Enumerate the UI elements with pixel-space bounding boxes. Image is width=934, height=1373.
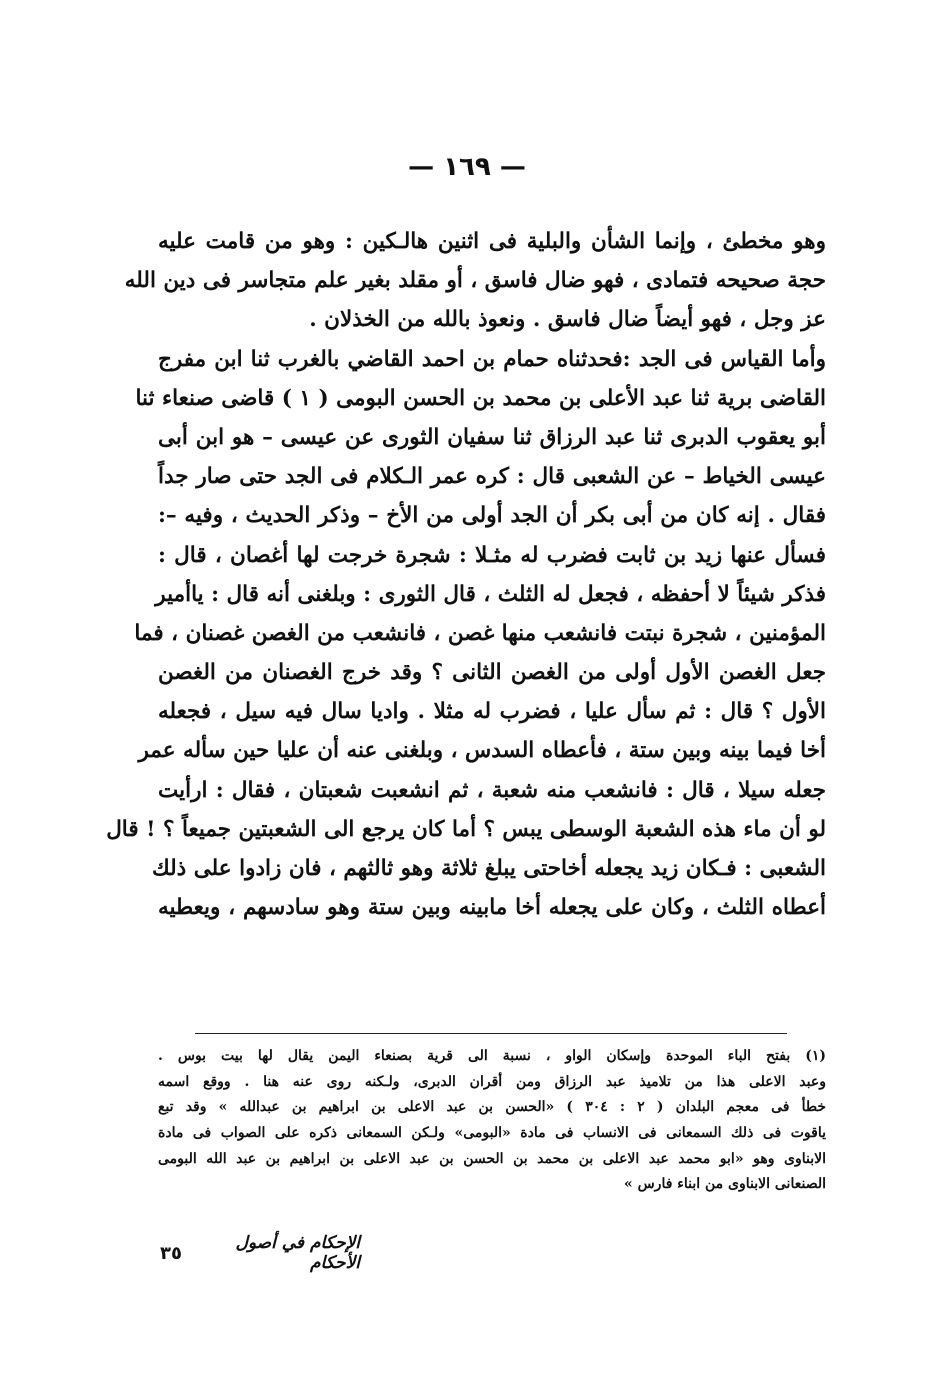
text-line: أبو يعقوب الدبرى ثنا عبد الرزاق ثنا سفيان الثورى عن عيسى – هو ابن أبى [158,424,826,450]
text-line: الشعبى : فـكان زيد يجعله أخاحتى يبلغ ثلاثة وهو ثالثهم ، فان زادوا على ذلك [152,856,826,881]
footnote-line: (١) بفتح الباء الموحدة وإسكان الواو ، نسبة الى قرية بصنعاء اليمن يقال لها بيت بوس . [158,1048,826,1064]
text-line: وهو مخطئ ، وإنما الشأن والبلية فى اثنين هالـكين : وهو من قامت عليه [158,229,826,254]
book-signature: الإحكام في أصول الأحكام [235,1233,360,1273]
text-line: الأول ؟ قال : ثم سأل عليا ، فضرب له مثلا . واديا سال فيه سيل ، فجعله [158,699,826,725]
text-line: أخا فيما بينه وبين ستة ، فأعطاه السدس ، وبلغنى عنه أن عليا حين سأله عمر [138,738,826,764]
text-line: وأما القياس فى الجد :فحدثناه حمام بن احمد القاضي بالغرب ثنا ابن مفرج [158,346,826,372]
text-line: المؤمنين ، شجرة نبتت فانشعب منها غصن ، فانشعب من الغصن غصنان ، فما [134,620,826,646]
text-line: عيسى الخياط – عن الشعبى قال : كره عمر الـكلام فى الجد حتى صار جداً [158,464,826,490]
main-body-text [106,222,826,927]
page-number: — ١٦٩ — [408,152,526,182]
footnote-line: الصنعانى الابناوى من ابناء فارس » [623,1176,826,1193]
page-footer [160,1233,360,1273]
text-line: عز وجل ، فهو أيضاً ضال فاسق . ونعوذ بالله من الخذلان . [309,307,826,333]
footnote-line: ياقوت فى ذلك السمعانى فى الانساب فى مادة «البومى» ولـكن السمعانى ذكره على الصواب فى مادة [158,1125,826,1142]
text-line: فذكر شيئاً لا أحفظه ، فجعل له الثلث ، قال الثورى : وبلغنى أنه قال : ياأمير [155,581,826,607]
text-line: فسأل عنها زيد بن ثابت فضرب له مثـلا : شجرة خرجت لها أغصان ، قال : [158,542,826,568]
text-line: جعل الغصن الأول أولى من الغصن الثانى ؟ وقد خرج الغصنان من الغصن [158,660,826,686]
footnote-line: خطأ فى معجم البلدان ( ٢ : ٣٠٤ ) «الحسن بن عبد الاعلى بن ابراهيم بن عبدالله » وقد تبع [158,1099,826,1116]
signature-number: ٣٥ [160,1242,182,1264]
text-line: القاضى برية ثنا عبد الأعلى بن محمد بن الحسن البومى ( ١ ) قاضى صنعاء ثنا [135,385,826,411]
text-line: جعله سيلا ، قال : فانشعب منه شعبة ، ثم انشعبت شعبتان ، فقال : ارأيت [158,777,826,803]
text-line: لو أن ماء هذه الشعبة الوسطى يبس ؟ أما كان يرجع الى الشعبتين جميعاً ؟ ! قال [106,816,826,842]
footnote-line: الابناوى وهو «ابو محمد عبد الاعلى بن محمد بن الحسن بن عبد الاعلى بن ابراهيم بن عبد الله البومى [158,1150,826,1167]
text-line: حجة صحيحه فتمادى ، فهو ضال فاسق ، أو مقلد بغير علم متجاسر فى دين الله [124,268,826,294]
text-line: فقال . إنه كان من أبى بكر أن الجد أولى من الأخ – وذكر الحديث ، وفيه –: [158,503,826,529]
text-line: أعطاه الثلث ، وكان على يجعله أخا مابينه وبين ستة وهو سادسهم ، ويعطيه [158,895,826,921]
footnotes [158,1044,826,1198]
footnote-separator [195,1033,787,1034]
footnote-line: وعبد الاعلى هذا من تلاميذ عبد الرزاق ومن أقران الدبرى، ولـكنه روى عنه هنا . ووقع اسمه [158,1073,826,1090]
